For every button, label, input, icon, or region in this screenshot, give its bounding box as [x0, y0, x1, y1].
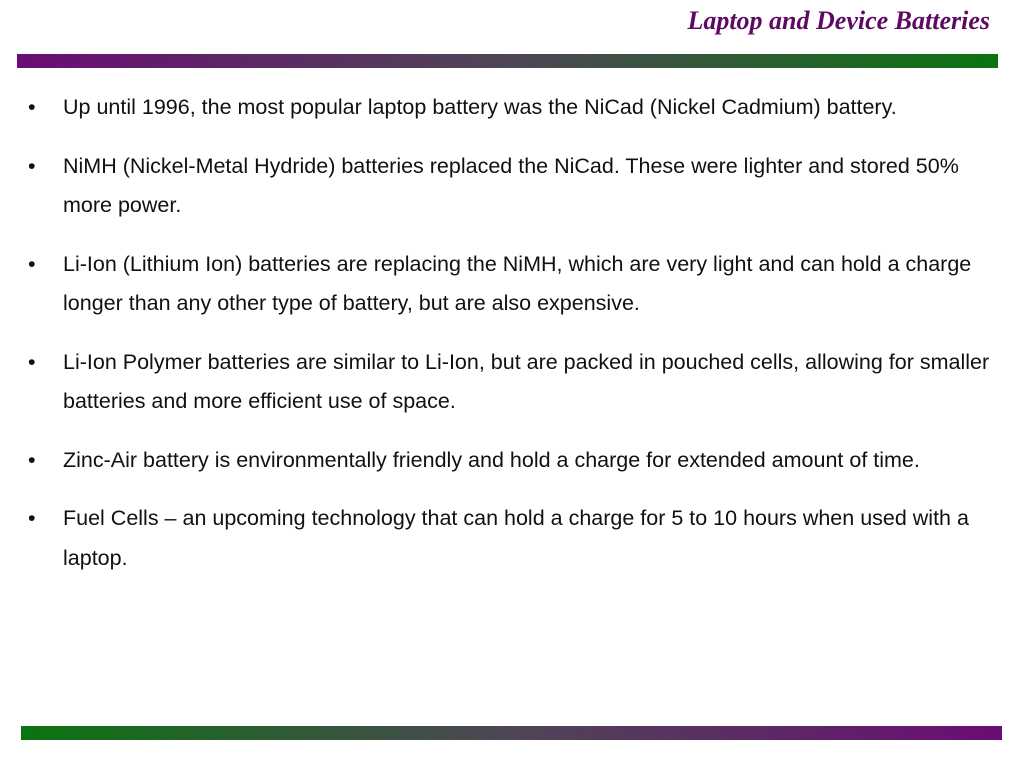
bullet-text: Up until 1996, the most popular laptop battery was the NiCad (Nickel Cadmium) battery.	[63, 95, 897, 119]
bullet-item	[28, 88, 994, 128]
bullet-item	[28, 147, 994, 226]
bullet-text: Li-Ion (Lithium Ion) batteries are replacing the NiMH, which are very light and can hold a charge longer than any other type of battery, but are also expensive.	[63, 251, 972, 315]
slide-title: Laptop and Device Batteries	[687, 6, 990, 35]
bullet-list	[28, 88, 994, 597]
bottom-gradient-bar	[21, 726, 1002, 740]
bullet-text: Li-Ion Polymer batteries are similar to Li-Ion, but are packed in pouched cells, allowing for smaller batteries and more efficient use of space.	[63, 349, 990, 413]
bullet-icon: •	[28, 447, 36, 472]
bullet-icon: •	[28, 251, 36, 276]
bullet-text: NiMH (Nickel-Metal Hydride) batteries replaced the NiCad. These were lighter and stored 50% more power.	[63, 153, 959, 217]
bullet-item	[28, 343, 994, 422]
bullet-icon: •	[28, 349, 36, 374]
bullet-icon: •	[28, 95, 36, 119]
bullet-text: Zinc-Air battery is environmentally friendly and hold a charge for extended amount of time.	[63, 447, 920, 472]
top-gradient-bar	[17, 54, 998, 68]
bullet-item	[28, 441, 994, 481]
bullet-text: Fuel Cells – an upcoming technology that can hold a charge for 5 to 10 hours when used with a laptop.	[63, 506, 969, 570]
bullet-item	[28, 499, 994, 578]
bullet-icon: •	[28, 506, 36, 530]
bullet-icon: •	[28, 153, 36, 178]
bullet-item	[28, 245, 994, 324]
